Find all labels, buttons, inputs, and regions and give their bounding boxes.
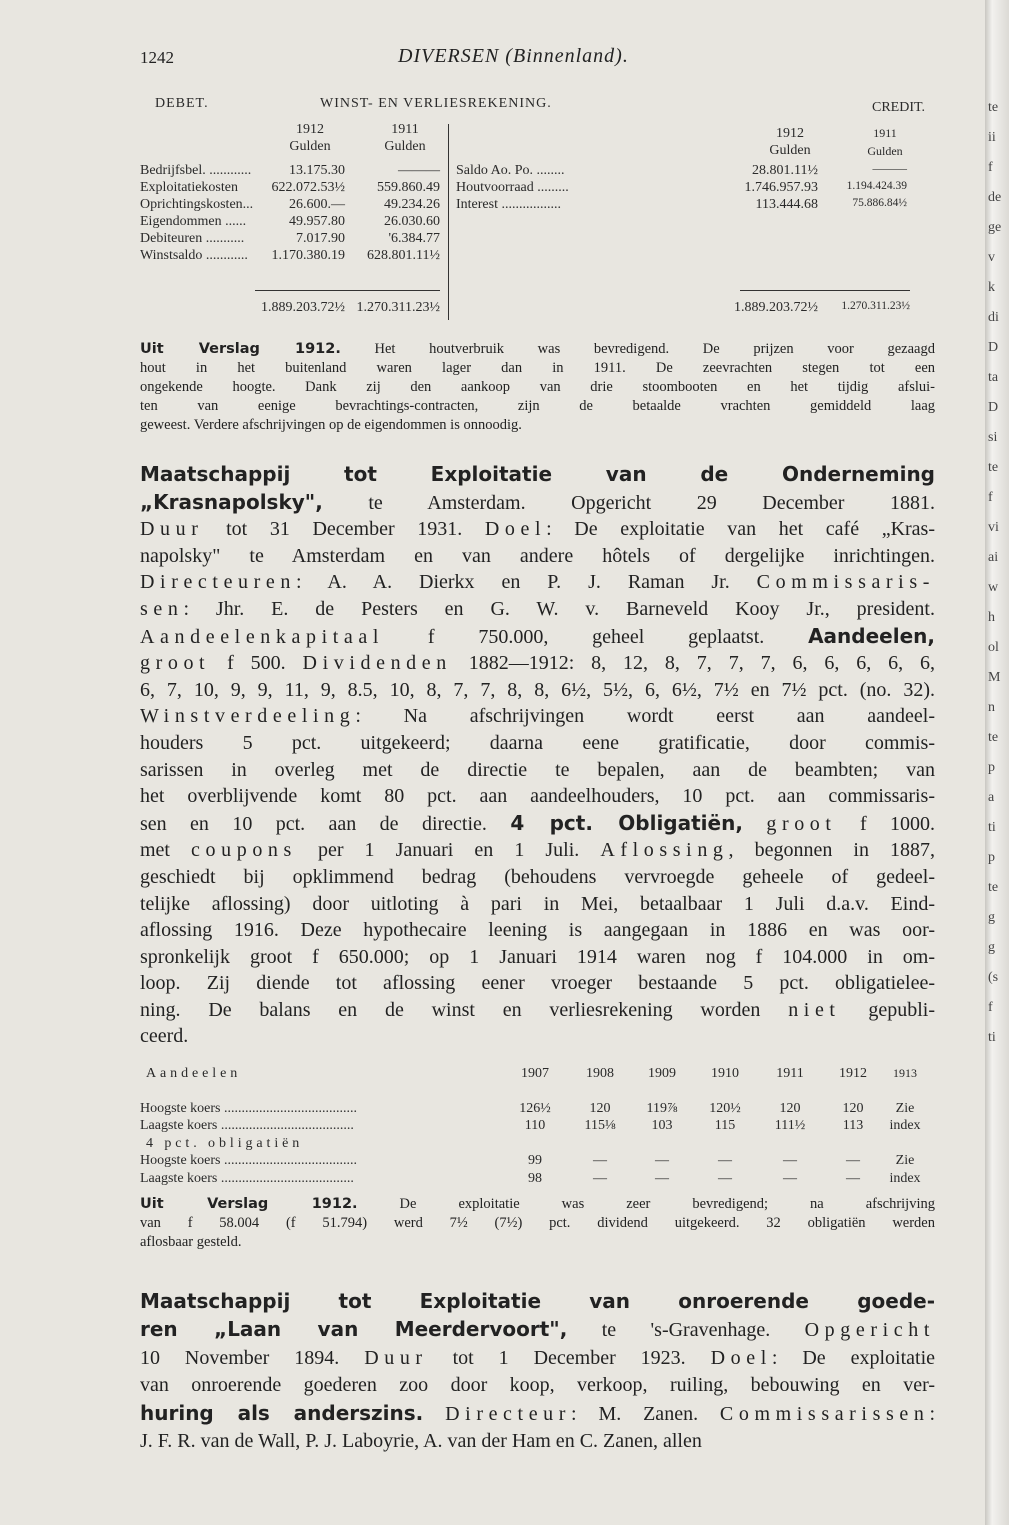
text-line [140,1233,935,1252]
bold-heading: huring als anderszins. [140,1400,424,1425]
koersen-value: 103 [651,1118,673,1133]
unit-header: Gulden [769,143,811,158]
margin-fragment: ol [988,640,999,655]
text-line [140,397,935,416]
margin-fragment: ti [988,1030,996,1045]
debit-total-1912: 1.889.203.72½ [261,300,345,315]
debet-label: DEBET. [155,96,209,111]
year-header: 1912 [296,122,324,137]
koersen-value: Zie [895,1153,915,1168]
margin-fragment: w [988,580,999,595]
debit-1912-value: 7.017.90 [296,231,345,246]
koersen-value: 120½ [709,1100,741,1116]
koersen-row-label: Laagste koers ...................................... [140,1118,354,1133]
text: f 1000. [836,812,936,835]
margin-fragment: g [988,940,995,955]
credit-row-label: Houtvoorraad ......... [456,180,569,195]
text-line [140,1400,935,1428]
text: hout in het buitenland waren lager dan in 1911. De zeevrachten stegen tot een [140,360,935,376]
credit-total-1911: 1.270.311.23½ [841,300,910,312]
year-header: 1911 [873,126,897,140]
page-number: 1242 [140,48,174,67]
credit-1911-value: 75.886.84½ [852,197,907,209]
koersen-value: 119⅞ [646,1100,678,1116]
margin-fragment: vi [988,520,999,535]
bold-heading: Maatschappij tot Exploitatie van de Onderneming [140,462,935,486]
koersen-value: — [846,1153,860,1168]
text: ning. De balans en de winst en verliesrekening worden [140,998,789,1021]
koersen-value: — [655,1153,669,1168]
spaced-term: Duur [140,518,204,541]
koersen-value: — [783,1153,797,1168]
margin-fragment: D [988,340,999,355]
koersen-value: — [783,1170,797,1186]
text: met [140,839,192,862]
margin-fragment: f [988,490,993,505]
unit-header: Gulden [867,144,903,158]
koersen-value: — [846,1170,860,1186]
koersen-value: Zie [895,1100,915,1116]
text: tot 1 December 1923. [427,1346,711,1369]
text: aflosbaar gesteld. [140,1234,242,1250]
text: napolsky" te Amsterdam en van andere hôtels of dergelijke inrichtingen. [140,544,935,567]
text-line [140,757,935,784]
pl-title: WINST- EN VERLIESREKENING. [320,96,552,111]
margin-fragment: a [988,790,995,805]
text-line [140,917,935,944]
text: loop. Zij diende tot aflossing eener vroeger bestaande 5 pct. obligatielee- [140,972,935,995]
text: geschiedt bij opklimmend bedrag (behoudens vervroegde geheele of gedeel- [140,865,935,888]
year-header: 1910 [711,1066,739,1081]
text: gepubli- [840,998,936,1021]
margin-fragment: te [988,100,999,115]
bold-heading: ren „Laan van Meerdervoort", [140,1317,568,1342]
text-line [140,1372,935,1399]
bold-heading: Maatschappij tot Exploitatie van onroerende goede- [140,1289,935,1313]
text: 29 December 1881. [651,491,936,514]
margin-fragment: p [988,850,995,865]
text: telijke aflossing) door uitloting à pari in Mei, betaalbaar 1 Juli d.a.v. Eind- [140,892,935,915]
spaced-term: Doel [710,1346,772,1369]
spaced-term: Opgericht [804,1319,936,1342]
total-rule [740,290,910,291]
credit-1911-value: ——— [872,163,907,175]
koersen-value: 120 [779,1100,801,1116]
verslag-1912-houtverbruik [140,340,935,435]
spaced-term: Aflossing [600,839,729,862]
koersen-value: 120 [589,1100,611,1116]
text-line [140,891,935,918]
text: sarissen in overleg met de directie te bepalen, aan de beambten; van [140,758,935,781]
text-line [140,461,935,489]
koersen-value: 111½ [774,1118,806,1133]
koersen-value: 110 [524,1118,546,1133]
spaced-term: coupons [191,839,297,862]
text: geweest. Verdere afschrijvingen op de eigendommen is onnoodig. [140,417,522,433]
text: ten van eenige bevrachtings-contracten, zijn de betaalde vrachten gemiddeld laag [140,398,935,414]
koersen-row-label: Aandeelen [146,1066,242,1081]
text-line [140,596,935,623]
spaced-term: groot [140,652,211,675]
koersen-row-label: 4 pct. obligatiën [146,1135,304,1151]
debit-1912-value: 49.957.80 [289,214,345,229]
text: ongekende hoogte. Dank zij den aankoop van drie stoombooten en het tijdig afslui- [140,379,935,395]
spaced-term: Dividenden [302,652,452,675]
koersen-value: — [593,1153,607,1168]
text: spronkelijk groot f 650.000; op 1 Januari 1914 waren nog f 104.000 in om- [140,945,935,968]
margin-fragment: k [988,280,995,295]
koersen-row-label: Hoogste koers ...................................... [140,1100,357,1116]
page-title: DIVERSEN (Binnenland). [398,45,629,67]
debit-total-1911: 1.270.311.23½ [356,300,440,315]
margin-fragment: te [988,730,999,745]
text-line [140,970,935,997]
text: 1882—1912: 8, 12, 8, 7, 7, 7, 6, 6, 6, 6, 6, [451,652,935,675]
bold-heading: Aandeelen, [808,623,935,648]
koersen-value: — [718,1153,732,1168]
text-line [140,378,935,397]
text-line [140,516,935,543]
credit-1912-value: 113.444.68 [755,197,818,212]
text: f 750.000, geheel geplaatst. [384,625,809,648]
credit-row-label: Interest ................. [456,197,561,212]
bold-heading: „Krasnapolsky", [140,489,323,514]
margin-fragment: h [988,610,995,625]
koersen-value: — [593,1170,607,1186]
text: : De exploitatie [771,1346,936,1369]
margin-fragment: f [988,160,993,175]
debit-row-label: Debiteuren ........... [140,231,245,246]
bold-heading: Uit Verslag 1912. [140,341,341,357]
spaced-term: niet [788,998,841,1021]
text-line [140,1428,935,1455]
debit-1911-value: ——— [398,163,440,178]
debit-1912-value: 622.072.53½ [271,180,345,195]
koersen-value: 115 [714,1118,736,1133]
krasnapolsky-section [140,461,935,1050]
text-line [140,1345,935,1372]
text: sen en 10 pct. aan de directie. [140,812,511,835]
text-line [140,569,935,596]
text-line [140,837,935,864]
debit-1911-value: '6.384.77 [388,231,440,246]
text-line [140,543,935,570]
text-line [140,1214,935,1233]
margin-fragment: ti [988,820,996,835]
spaced-term: Directeuren [140,571,296,594]
text: tot 31 December 1931. [203,518,485,541]
credit-total-1912: 1.889.203.72½ [734,300,818,315]
koersen-value: index [889,1170,921,1186]
text: het overblijvende komt 80 pct. aan aandeelhouders, 10 pct. aan commissaris- [140,785,935,808]
bold-heading: 4 pct. Obligatiën, [510,810,743,835]
margin-fragment: ta [988,370,999,385]
spaced-term: Aandeelenkapitaal [140,625,385,648]
text: f 500. [210,652,303,675]
debit-1912-value: 1.170.380.19 [271,248,345,263]
text-line [140,1288,935,1316]
margin-fragment: n [988,700,995,715]
debit-row-label: Winstsaldo ............ [140,248,248,263]
text: , begonnen in 1887, [728,839,935,862]
koersen-value: 115⅛ [584,1118,616,1133]
margin-fragment: g [988,910,995,925]
laan-van-meerdervoort-section [140,1288,935,1455]
koersen-value: 98 [528,1170,542,1186]
debit-1912-value: 13.175.30 [289,163,345,178]
margin-fragment: di [988,310,999,325]
text-line [140,416,935,435]
spaced-term: Winstverdeeling [140,705,356,728]
koersen-row-label: Hoogste koers ...................................... [140,1153,357,1168]
text: : [929,1402,935,1425]
text [423,1403,445,1425]
koersen-value: 113 [842,1118,864,1133]
text-line [140,1195,935,1214]
bold-heading: Uit Verslag 1912. [140,1196,358,1212]
text-line [140,997,935,1024]
text: van onroerende goederen zoo door koop, verkoop, ruiling, bebouwing en ver- [140,1374,935,1397]
text-line [140,677,935,704]
text: ceerd. [140,1025,189,1048]
koersen-value: 126½ [519,1100,551,1116]
spaced-term: Commissarissen [719,1402,930,1425]
credit-1911-value: 1.194.424.39 [846,180,907,192]
year-header: 1911 [776,1066,804,1081]
year-header: 1912 [839,1066,867,1081]
column-divider [448,124,449,320]
text-line [140,810,935,838]
year-header: 1912 [776,126,804,141]
margin-fragment: v [988,250,995,265]
spaced-term: Directeur [445,1402,572,1425]
margin-fragment: D [988,400,999,415]
text: : Jhr. E. de Pesters en G. W. v. Barneveld Kooy Jr., president. [183,597,935,620]
text-line [140,864,935,891]
debit-row-label: Oprichtingskosten... [140,197,254,212]
debit-1911-value: 559.860.49 [377,180,440,195]
koersen-value: — [655,1170,669,1186]
margin-fragment: M [988,670,1001,685]
text: : De exploitatie van het café „Kras- [546,518,935,541]
margin-fragment: f [988,1000,993,1015]
text-line [140,783,935,810]
text-line [140,1316,935,1344]
margin-fragment: ai [988,550,999,565]
margin-fragment: p [988,760,995,775]
verslag-1912-krasnapolsky [140,1195,935,1252]
debit-row-label: Exploitatiekosten [140,180,238,195]
year-header: 1909 [648,1066,676,1081]
koersen-value: — [718,1170,732,1186]
debit-row-label: Eigendommen ...... [140,214,247,229]
text: 10 November 1894. [140,1346,365,1369]
text: : Na afschrijvingen wordt eerst aan aandeel- [355,705,935,728]
text: per 1 Januari en 1 Juli. [296,839,601,862]
year-header: 1908 [586,1066,614,1081]
koersen-value: 120 [842,1100,864,1116]
margin-fragment: ii [988,130,996,145]
margin-fragment: (s [988,970,999,985]
credit-row-label: Saldo Ao. Po. ........ [456,163,565,178]
total-rule [255,290,440,291]
margin-fragment: ge [988,220,1002,235]
debit-1911-value: 49.234.26 [384,197,440,212]
unit-header: Gulden [384,139,426,154]
debit-1912-value: 26.600.— [289,197,345,212]
credit-1912-value: 1.746.957.93 [744,180,818,195]
text: te Amsterdam. [322,491,572,514]
spaced-term: Doel [484,518,547,541]
text-line [140,623,935,651]
credit-label: CREDIT. [872,100,926,115]
text: De exploitatie was zeer bevredigend; na afschrijving [357,1196,935,1212]
year-header: 1911 [391,122,419,137]
text: aflossing 1916. Deze hypothecaire leening is aangegaan in 1886 en was oor- [140,919,935,942]
text-line [140,340,935,359]
next-page-edge [985,0,1009,1525]
text: J. F. R. van de Wall, P. J. Laboyrie, A. van der Ham en C. Zanen, allen [140,1430,702,1453]
koersen-row-label: Laagste koers ...................................... [140,1170,354,1186]
margin-fragment: de [988,190,1002,205]
spaced-term: sen [140,597,184,620]
spaced-term: Duur [364,1346,428,1369]
text: te 's-Gravenhage. [567,1319,805,1342]
koersen-value: index [889,1118,921,1133]
koersen-value: 99 [528,1153,542,1168]
text: Opgericht [571,491,652,514]
text: : A. A. Dierkx en P. J. Raman Jr. [296,571,757,594]
text: 6, 7, 10, 9, 9, 11, 9, 8.5, 10, 8, 7, 7, 8, 8, 6½, 5½, 6, 6½, 7½ en 7½ pct. (no. 32). [140,678,935,701]
text [743,813,766,835]
credit-1912-value: 28.801.11½ [752,163,818,178]
text-line [140,944,935,971]
debit-1911-value: 628.801.11½ [367,248,440,263]
text: van f 58.004 (f 51.794) werd 7½ (7½) pct. dividend uitgekeerd. 32 obligatiën werden [140,1215,935,1231]
unit-header: Gulden [289,139,331,154]
year-header: 1913 [893,1066,917,1080]
text-line [140,359,935,378]
year-header: 1907 [521,1066,549,1081]
text-line [140,489,935,517]
spaced-term: Commissaris- [756,571,935,594]
text-line [140,703,935,730]
debit-row-label: Bedrijfsbel. ............ [140,163,252,178]
text: : M. Zanen. [571,1402,720,1425]
text-line [140,650,935,677]
text: Het houtverbruik was bevredigend. De prijzen voor gezaagd [340,341,935,357]
text: houders 5 pct. uitgekeerd; daarna eene gratificatie, door commis- [140,731,935,754]
margin-fragment: te [988,880,999,895]
text-line [140,1023,935,1050]
margin-fragment: te [988,460,999,475]
debit-1911-value: 26.030.60 [384,214,440,229]
text-line [140,730,935,757]
margin-fragment: si [988,430,998,445]
spaced-term: groot [766,812,837,835]
